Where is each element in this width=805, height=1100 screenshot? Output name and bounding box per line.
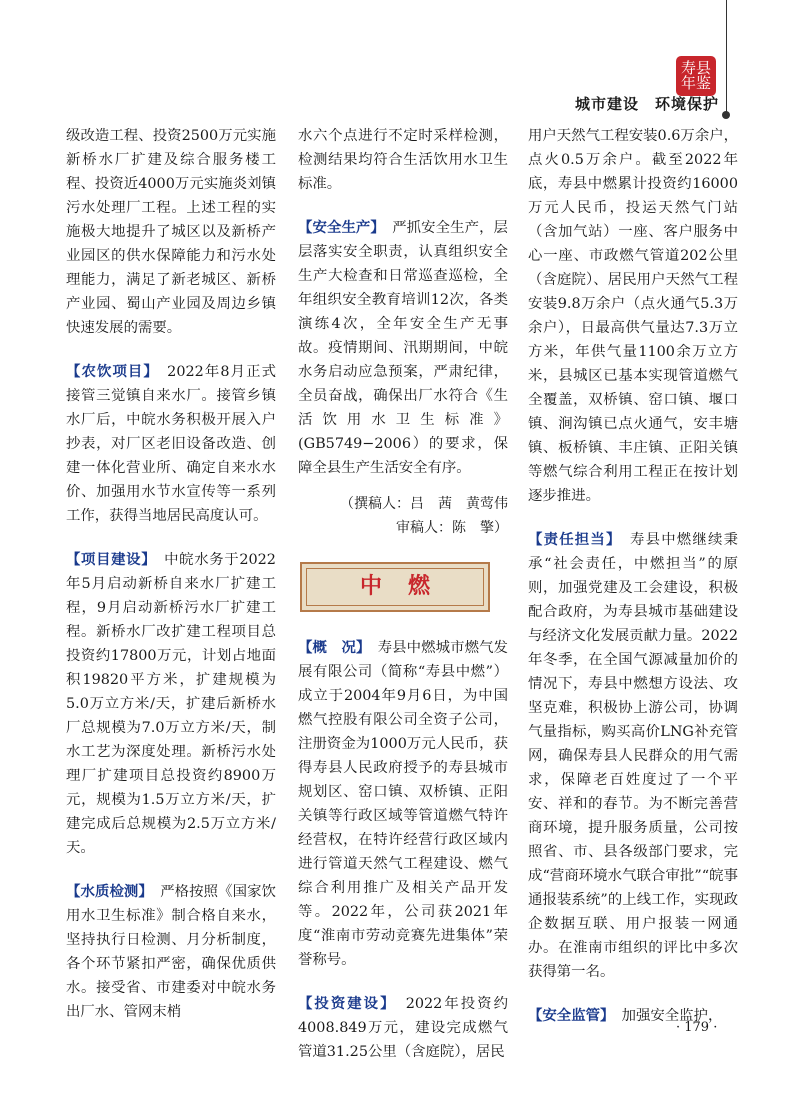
- column-3: [528, 124, 738, 1048]
- paragraph-sampling-cont: 水六个点进行不定时采样检测，检测结果均符合生活饮用水卫生标准。: [298, 128, 508, 192]
- tag-rural-water: 【农饮项目】: [66, 364, 152, 380]
- section-heading-zhongran: 中燃: [300, 562, 490, 612]
- section-header: 城市建设 环境保护: [574, 95, 719, 113]
- tag-overview: 【概 况】: [298, 640, 364, 656]
- tag-project-construction: 【项目建设】: [66, 552, 150, 568]
- page-number: · 179 ·: [676, 1020, 718, 1035]
- column-1: [66, 124, 276, 1044]
- tag-safety-supervision: 【安全监管】: [528, 1008, 608, 1024]
- tag-safety-production: 【安全生产】: [298, 220, 378, 236]
- paragraph-safety-supervision: 【安全监管】 加强安全监护，: [528, 1008, 723, 1024]
- author-credits: （撰稿人：吕 茜 黄莺伟 审稿人：陈 擎）: [340, 496, 508, 536]
- paragraph-gas-cont: 用户天然气工程安装0.6万余户，点火0.5万余户。截至2022年底，寿县中燃累计投资约16000万元人民币，投运天然气门站（含加气站）一座、客户服务中心一座、市政燃气管道202公里（含庭院）、居民用户天然气工程安装9.8万余户（点火通气5.3万余户），日最高供气量达7.3万立方米，年供气量1100余万立方米，县城区已基本实现管道燃气全覆盖，双桥镇、窑口镇、堰口镇、涧沟镇已点火通气，安丰塘镇、板桥镇、丰庄镇、正阳关镇等燃气综合利用工程正在按计划逐步推进。: [528, 128, 738, 504]
- column-2: [298, 124, 508, 1084]
- header-rule: [726, 0, 727, 118]
- paragraph-project-construction: 【项目建设】 中皖水务于2022年5月启动新桥自来水厂扩建工程，9月启动新桥污水厂扩建工程。新桥水厂改扩建工程项目总投资约17800万元，计划占地面积19820平方米，扩建规模为5.0万立方米/天，扩建后新桥水厂总规模为7.0万立方米/天，制水工艺为深度处理。新桥污水处理厂扩建项目总投资约8900万元，规模为1.5万立方米/天，扩建完成后总规模为2.5万立方米/天。: [66, 552, 276, 856]
- yearbook-seal: 寿县年鉴: [676, 56, 716, 96]
- paragraph-intro: 级改造工程、投资2500万元实施新桥水厂扩建及综合服务楼工程、投资近4000万元实施炎刘镇污水处理厂工程。上述工程的实施极大地提升了城区以及新桥产业园区的供水保障能力和污水处理能力，满足了新老城区、新桥产业园、蜀山产业园及周边乡镇快速发展的需要。: [66, 128, 276, 336]
- paragraph-water-quality: 【水质检测】 严格按照《国家饮用水卫生标准》制合格自来水，坚持执行日检测、月分析制度，各个环节紧扣严密，确保优质供水。接受省、市建委对中皖水务出厂水、管网末梢: [66, 884, 276, 1020]
- paragraph-overview: 【概 况】 寿县中燃城市燃气发展有限公司（简称“寿县中燃”）成立于2004年9月6日，为中国燃气控股有限公司全资子公司，注册资金为1000万元人民币，获得寿县人民政府授予的寿县城市规划区、窑口镇、双桥镇、正阳关镇等行政区域等管道燃气特许经营权，在特许经营行政区域内进行管道天然气工程建设、燃气综合利用推广及相关产品开发等。2022年，公司获2021年度“淮南市劳动竞赛先进集体”荣誉称号。: [298, 640, 508, 968]
- paragraph-responsibility: 【责任担当】 寿县中燃继续秉承“社会责任，中燃担当”的原则，加强党建及工会建设，积极配合政府，为寿县城市基础建设与经济文化发展贡献力量。2022年冬季，在全国气源减量加价的情况下，寿县中燃想方设法、攻坚克难，积极协上游公司，协调气量指标，购买高价LNG补充管网，确保寿县人民群众的用气需求，保障老百姓度过了一个平安、祥和的春节。为不断完善营商环境，提升服务质量，公司按照省、市、县各级部门要求，完成“营商环境水气联合审批”“皖事通报装系统”的上线工作，实现政企数据互联、用户报装一网通办。在淮南市组织的评比中多次获得第一名。: [528, 532, 738, 980]
- tag-investment: 【投资建设】: [298, 996, 390, 1012]
- tag-water-quality: 【水质检测】: [66, 884, 146, 900]
- header-dot: [722, 111, 730, 119]
- tag-responsibility: 【责任担当】: [528, 532, 615, 548]
- paragraph-rural-water: 【农饮项目】 2022年8月正式接管三觉镇自来水厂。接管乡镇水厂后，中皖水务积极开展入户抄表，对厂区老旧设备改造、创建一体化营业所、确定自来水水价、加强用水节水宣传等一系列工作，获得当地居民高度认可。: [66, 364, 276, 524]
- paragraph-investment: 【投资建设】 2022年投资约4008.849万元，建设完成燃气管道31.25公里（含庭院），居民: [298, 996, 508, 1060]
- paragraph-safety-production: 【安全生产】 严抓安全生产，层层落实安全职责，认真组织安全生产大检查和日常巡查巡检，全年组织安全教育培训12次，各类演练4次，全年安全生产无事故。疫情期间、汛期期间，中皖水务启动应急预案，严肃纪律，全员奋战，确保出厂水符合《生活饮用水卫生标准》(GB5749−2006）的要求，保障全县生产生活安全有序。: [298, 220, 508, 476]
